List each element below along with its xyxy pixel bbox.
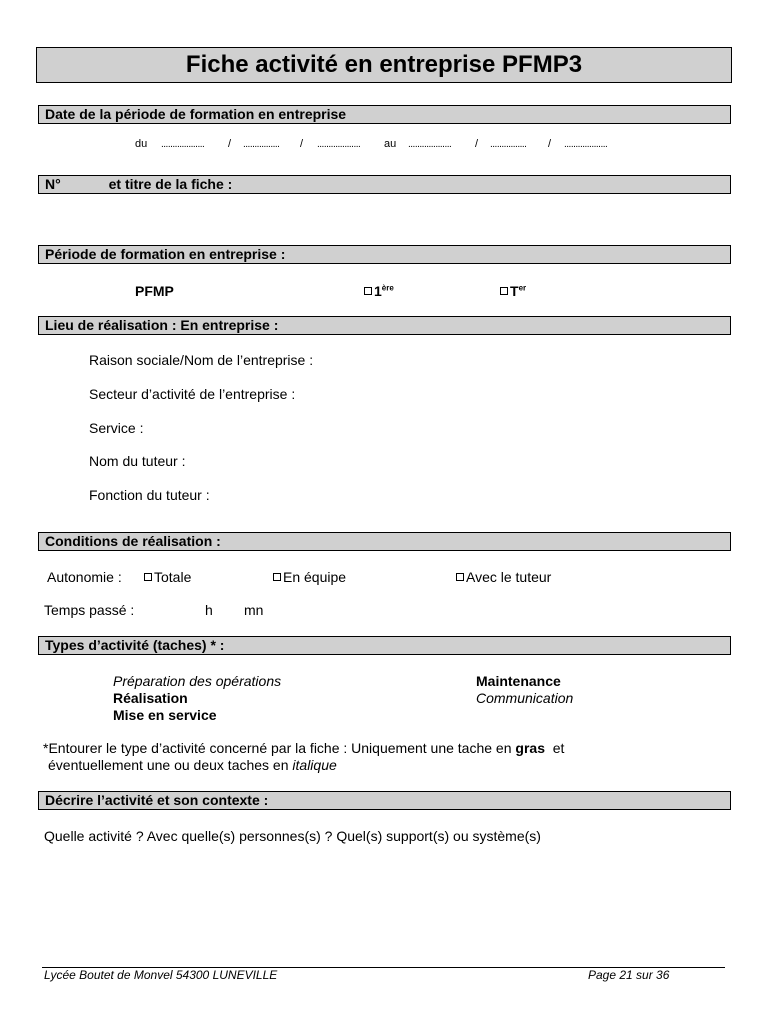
type-realisation: Réalisation	[113, 690, 188, 706]
section-header-periode: Période de formation en entreprise :	[38, 245, 731, 264]
checkbox-icon[interactable]	[273, 573, 281, 581]
date-end-day[interactable]: ...................	[408, 139, 452, 150]
date-end-year[interactable]: ...................	[564, 139, 608, 150]
section-header-fiche	[38, 175, 731, 194]
date-separator: /	[300, 138, 304, 150]
option-en-equipe[interactable]: En équipe	[273, 569, 346, 585]
date-separator: /	[548, 138, 552, 150]
field-raison-sociale: Raison sociale/Nom de l’entreprise :	[89, 352, 314, 368]
types-note-line1: *Entourer le type d’activité concerné par la fiche : Uniquement une tache en gras et	[43, 740, 565, 756]
date-start-day[interactable]: ...................	[161, 139, 205, 150]
type-communication: Communication	[476, 690, 574, 706]
date-du-label: du	[135, 138, 148, 150]
page-title: Fiche activité en entreprise PFMP3	[36, 47, 732, 83]
date-au-label: au	[384, 138, 397, 150]
option-totale[interactable]: Totale	[144, 569, 191, 585]
field-service: Service :	[89, 420, 144, 436]
field-nom-tuteur: Nom du tuteur :	[89, 453, 186, 469]
section-header-types: Types d’activité (taches) * :	[38, 636, 731, 655]
type-mise-en-service: Mise en service	[113, 707, 217, 723]
date-start-month[interactable]: ................	[243, 139, 280, 150]
minutes-unit: mn	[244, 602, 264, 618]
hours-unit: h	[205, 602, 213, 618]
autonomie-label: Autonomie :	[47, 569, 122, 585]
decrire-question: Quelle activité ? Avec quelle(s) personnes(s) ? Quel(s) support(s) ou système(s)	[44, 828, 541, 844]
section-header-conditions: Conditions de réalisation :	[38, 532, 731, 551]
option-ter[interactable]: $T^{er}$	[500, 283, 526, 299]
checkbox-icon[interactable]	[456, 573, 464, 581]
section-header-decrire: Décrire l’activité et son contexte :	[38, 791, 731, 810]
section-header-dates: Date de la période de formation en entreprise	[38, 105, 731, 124]
date-end-month[interactable]: ................	[490, 139, 527, 150]
types-note-line2: éventuellement une ou deux taches en italique	[48, 757, 337, 773]
checkbox-icon[interactable]	[144, 573, 152, 581]
field-secteur: Secteur d’activité de l’entreprise :	[89, 386, 296, 402]
option-avec-tuteur[interactable]: Avec le tuteur	[456, 569, 551, 585]
type-preparation: Préparation des opérations	[113, 673, 282, 689]
pfmp-label: PFMP	[135, 283, 174, 299]
section-header-lieu: Lieu de réalisation : En entreprise :	[38, 316, 731, 335]
temps-label: Temps passé :	[44, 602, 135, 618]
fiche-title-label: et titre de la fiche :	[108, 176, 233, 192]
date-separator: /	[228, 138, 232, 150]
fiche-number-label: N°	[45, 176, 61, 192]
type-maintenance: Maintenance	[476, 673, 561, 689]
date-separator: /	[475, 138, 479, 150]
field-fonction-tuteur: Fonction du tuteur :	[89, 487, 210, 503]
checkbox-icon[interactable]	[500, 287, 508, 295]
footer-page-number: Page 21 sur 36	[588, 968, 670, 982]
footer-school: Lycée Boutet de Monvel 54300 LUNEVILLE	[44, 968, 278, 982]
checkbox-icon[interactable]	[364, 287, 372, 295]
option-1ere[interactable]: 1ère	[364, 283, 394, 299]
date-start-year[interactable]: ...................	[317, 139, 361, 150]
